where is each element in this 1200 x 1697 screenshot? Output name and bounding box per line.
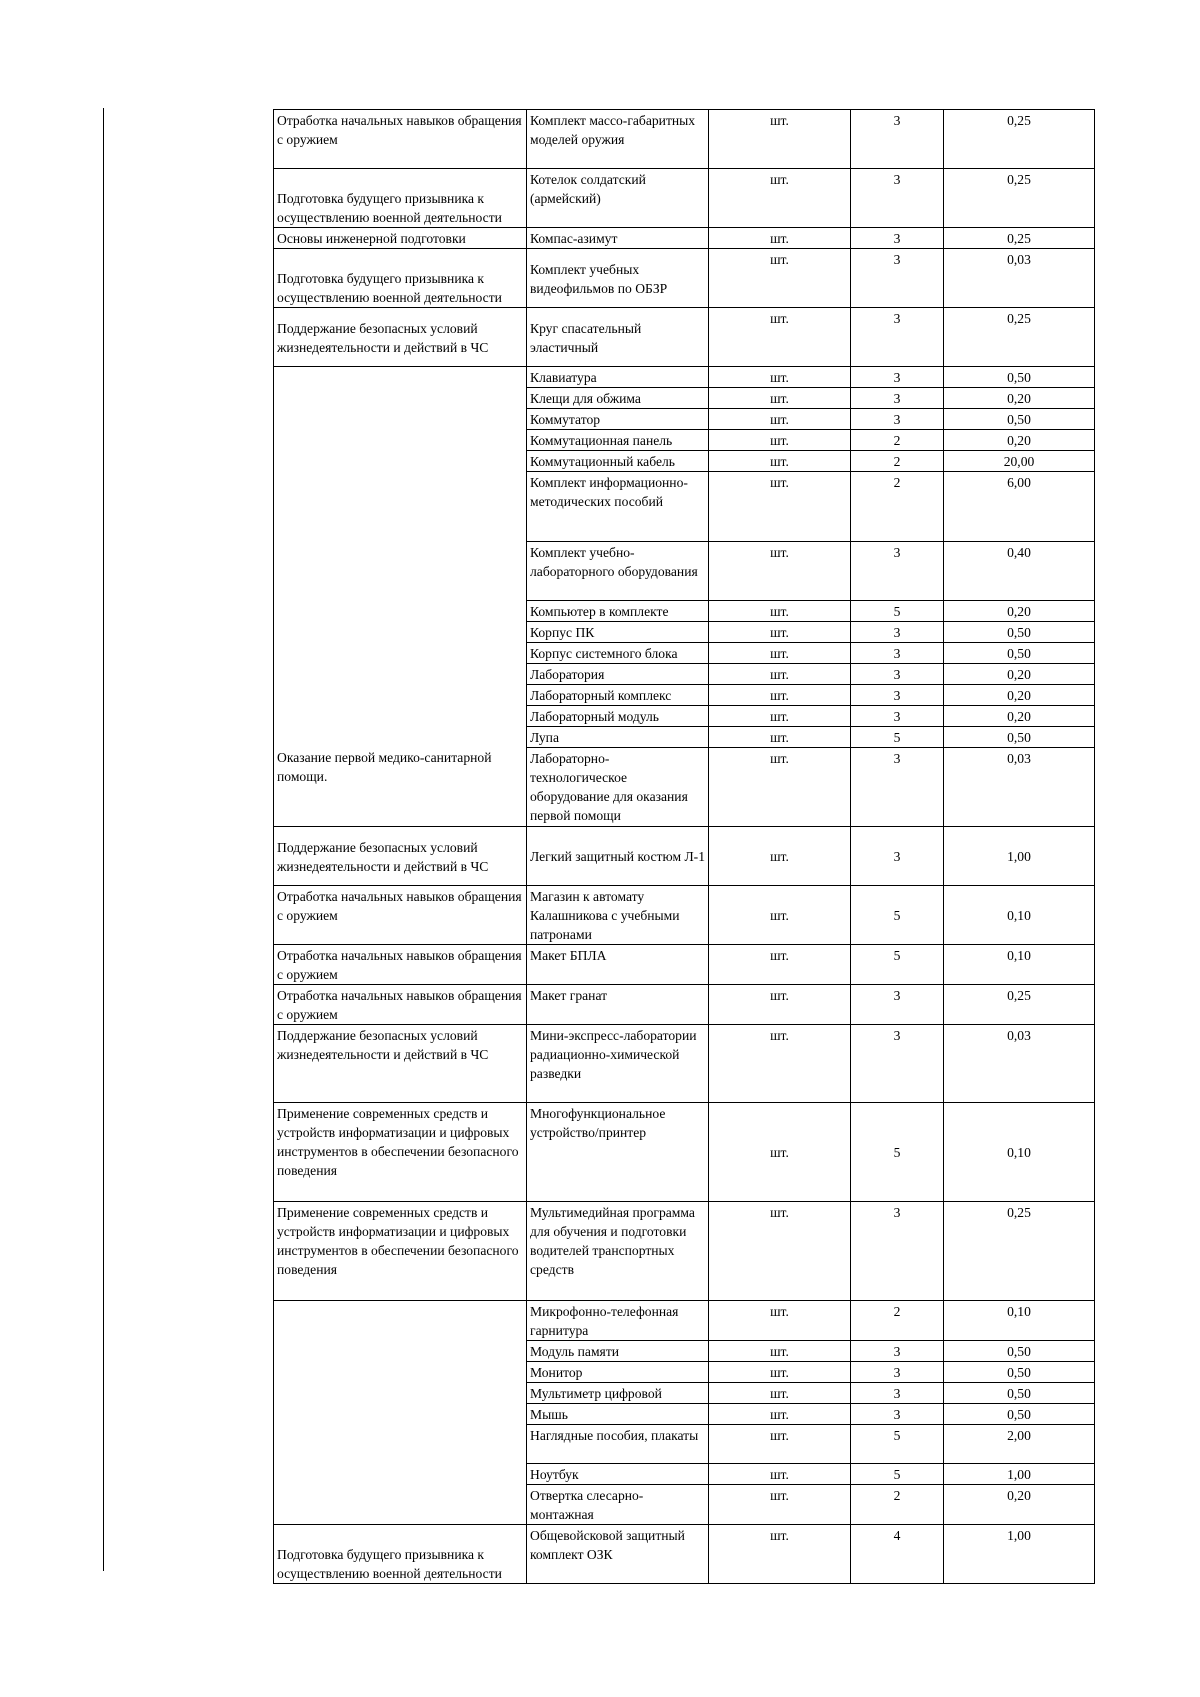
item-cell: Компас-азимут	[527, 228, 709, 249]
topic-cell	[274, 1301, 527, 1525]
table-row	[274, 249, 1095, 308]
value-cell: 0,50	[944, 409, 1095, 430]
topic-cell: Отработка начальных навыков обращения с оружием	[274, 110, 527, 169]
item-cell: Комплект учебно-лабораторного оборудования	[527, 542, 709, 601]
unit-cell: шт.	[709, 409, 851, 430]
item-cell: Модуль памяти	[527, 1341, 709, 1362]
unit-cell: шт.	[709, 169, 851, 228]
item-cell: Котелок солдатский (армейский)	[527, 169, 709, 228]
table-row	[274, 169, 1095, 228]
unit-cell: шт.	[709, 1341, 851, 1362]
quantity-cell: 5	[851, 1103, 944, 1202]
item-cell: Комплект массо-габаритных моделей оружия	[527, 110, 709, 169]
topic-cell: Поддержание безопасных условий жизнедеятельности и действий в ЧС	[274, 1025, 527, 1103]
value-cell: 0,10	[944, 945, 1095, 985]
item-cell: Круг спасательный эластичный	[527, 308, 709, 367]
quantity-cell: 5	[851, 1425, 944, 1464]
value-cell: 0,25	[944, 110, 1095, 169]
unit-cell: шт.	[709, 1525, 851, 1584]
item-cell: Общевойсковой защитный комплект ОЗК	[527, 1525, 709, 1584]
item-cell: Мышь	[527, 1404, 709, 1425]
unit-cell: шт.	[709, 1404, 851, 1425]
item-cell: Лабораторный модуль	[527, 706, 709, 727]
unit-cell: шт.	[709, 228, 851, 249]
quantity-cell: 3	[851, 643, 944, 664]
value-cell: 0,50	[944, 622, 1095, 643]
unit-cell: шт.	[709, 430, 851, 451]
quantity-cell: 2	[851, 430, 944, 451]
unit-cell: шт.	[709, 1362, 851, 1383]
quantity-cell: 3	[851, 985, 944, 1025]
item-cell: Комплект информационно-методических пособий	[527, 472, 709, 542]
value-cell: 0,50	[944, 1362, 1095, 1383]
quantity-cell: 3	[851, 827, 944, 886]
item-cell: Отвертка слесарно-монтажная	[527, 1485, 709, 1525]
topic-cell: Поддержание безопасных условий жизнедеятельности и действий в ЧС	[274, 308, 527, 367]
quantity-cell: 3	[851, 409, 944, 430]
table-row	[274, 945, 1095, 985]
value-cell: 0,25	[944, 228, 1095, 249]
item-cell: Макет гранат	[527, 985, 709, 1025]
value-cell: 0,10	[944, 886, 1095, 945]
item-cell: Мини-экспресс-лаборатории радиационно-химической разведки	[527, 1025, 709, 1103]
value-cell: 0,40	[944, 542, 1095, 601]
unit-cell: шт.	[709, 727, 851, 748]
unit-cell: шт.	[709, 622, 851, 643]
topic-cell: Применение современных средств и устройств информатизации и цифровых инструментов в обеспечении безопасного поведения	[274, 1103, 527, 1202]
unit-cell: шт.	[709, 1464, 851, 1485]
quantity-cell: 3	[851, 622, 944, 643]
table-row	[274, 827, 1095, 886]
item-cell: Лабораторный комплекс	[527, 685, 709, 706]
item-cell: Магазин к автомату Калашникова с учебными патронами	[527, 886, 709, 945]
quantity-cell: 3	[851, 1202, 944, 1301]
item-cell: Корпус ПК	[527, 622, 709, 643]
item-cell: Клавиатура	[527, 367, 709, 388]
value-cell: 0,03	[944, 1025, 1095, 1103]
value-cell: 0,10	[944, 1103, 1095, 1202]
unit-cell: шт.	[709, 1103, 851, 1202]
item-cell: Коммутационная панель	[527, 430, 709, 451]
topic-cell: Подготовка будущего призывника к осуществлению военной деятельности	[274, 249, 527, 308]
table-row	[274, 1103, 1095, 1202]
quantity-cell: 3	[851, 542, 944, 601]
quantity-cell: 3	[851, 748, 944, 827]
unit-cell: шт.	[709, 472, 851, 542]
unit-cell: шт.	[709, 886, 851, 945]
value-cell: 0,50	[944, 1404, 1095, 1425]
unit-cell: шт.	[709, 1025, 851, 1103]
unit-cell: шт.	[709, 110, 851, 169]
quantity-cell: 3	[851, 388, 944, 409]
item-cell: Комплект учебных видеофильмов по ОБЗР	[527, 249, 709, 308]
quantity-cell: 2	[851, 1485, 944, 1525]
unit-cell: шт.	[709, 1301, 851, 1341]
value-cell: 0,50	[944, 1341, 1095, 1362]
quantity-cell: 3	[851, 249, 944, 308]
value-cell: 0,50	[944, 727, 1095, 748]
value-cell: 0,50	[944, 367, 1095, 388]
topic-cell: Поддержание безопасных условий жизнедеятельности и действий в ЧС	[274, 827, 527, 886]
value-cell: 0,10	[944, 1301, 1095, 1341]
unit-cell: шт.	[709, 706, 851, 727]
value-cell: 6,00	[944, 472, 1095, 542]
value-cell: 0,50	[944, 643, 1095, 664]
equipment-table	[273, 109, 1095, 1584]
value-cell: 0,20	[944, 1485, 1095, 1525]
unit-cell: шт.	[709, 601, 851, 622]
value-cell: 0,25	[944, 169, 1095, 228]
topic-cell: Отработка начальных навыков обращения с оружием	[274, 945, 527, 985]
value-cell: 0,20	[944, 664, 1095, 685]
quantity-cell: 3	[851, 1341, 944, 1362]
table-row	[274, 1301, 1095, 1341]
item-cell: Лупа	[527, 727, 709, 748]
unit-cell: шт.	[709, 1383, 851, 1404]
value-cell: 0,20	[944, 706, 1095, 727]
table-row	[274, 367, 1095, 388]
topic-cell: Отработка начальных навыков обращения с оружием	[274, 985, 527, 1025]
quantity-cell: 3	[851, 664, 944, 685]
item-cell: Корпус системного блока	[527, 643, 709, 664]
item-cell: Лаборатория	[527, 664, 709, 685]
quantity-cell: 3	[851, 1383, 944, 1404]
unit-cell: шт.	[709, 388, 851, 409]
unit-cell: шт.	[709, 367, 851, 388]
quantity-cell: 2	[851, 472, 944, 542]
topic-cell: Подготовка будущего призывника к осуществлению военной деятельности	[274, 169, 527, 228]
quantity-cell: 3	[851, 706, 944, 727]
item-cell: Наглядные пособия, плакаты	[527, 1425, 709, 1464]
quantity-cell: 4	[851, 1525, 944, 1584]
item-cell: Монитор	[527, 1362, 709, 1383]
unit-cell: шт.	[709, 249, 851, 308]
unit-cell: шт.	[709, 827, 851, 886]
value-cell: 0,20	[944, 430, 1095, 451]
value-cell: 20,00	[944, 451, 1095, 472]
value-cell: 0,20	[944, 388, 1095, 409]
item-cell: Клещи для обжима	[527, 388, 709, 409]
quantity-cell: 3	[851, 1404, 944, 1425]
table-row	[274, 228, 1095, 249]
quantity-cell: 5	[851, 945, 944, 985]
topic-cell: Подготовка будущего призывника к осуществлению военной деятельности	[274, 1525, 527, 1584]
value-cell: 0,20	[944, 601, 1095, 622]
value-cell: 0,25	[944, 985, 1095, 1025]
value-cell: 1,00	[944, 827, 1095, 886]
value-cell: 0,25	[944, 1202, 1095, 1301]
quantity-cell: 5	[851, 601, 944, 622]
item-cell: Мультимедийная программа для обучения и подготовки водителей транспортных средств	[527, 1202, 709, 1301]
item-cell: Легкий защитный костюм Л-1	[527, 827, 709, 886]
topic-cell: Отработка начальных навыков обращения с оружием	[274, 886, 527, 945]
value-cell: 2,00	[944, 1425, 1095, 1464]
item-cell: Микрофонно-телефонная гарнитура	[527, 1301, 709, 1341]
value-cell: 0,03	[944, 249, 1095, 308]
value-cell: 0,20	[944, 685, 1095, 706]
unit-cell: шт.	[709, 643, 851, 664]
item-cell: Компьютер в комплекте	[527, 601, 709, 622]
unit-cell: шт.	[709, 985, 851, 1025]
unit-cell: шт.	[709, 945, 851, 985]
quantity-cell: 5	[851, 727, 944, 748]
unit-cell: шт.	[709, 1202, 851, 1301]
item-cell: Многофункциональное устройство/принтер	[527, 1103, 709, 1202]
topic-cell: Применение современных средств и устройств информатизации и цифровых инструментов в обеспечении безопасного поведения	[274, 1202, 527, 1301]
value-cell: 0,50	[944, 1383, 1095, 1404]
quantity-cell: 2	[851, 451, 944, 472]
table-row	[274, 1525, 1095, 1584]
quantity-cell: 3	[851, 1362, 944, 1383]
unit-cell: шт.	[709, 542, 851, 601]
item-cell: Коммутатор	[527, 409, 709, 430]
table-row	[274, 308, 1095, 367]
table-row	[274, 985, 1095, 1025]
item-cell: Коммутационный кабель	[527, 451, 709, 472]
quantity-cell: 2	[851, 1301, 944, 1341]
unit-cell: шт.	[709, 308, 851, 367]
table-row	[274, 886, 1095, 945]
table-row	[274, 1025, 1095, 1103]
unit-cell: шт.	[709, 1485, 851, 1525]
unit-cell: шт.	[709, 451, 851, 472]
table-row	[274, 1202, 1095, 1301]
value-cell: 1,00	[944, 1525, 1095, 1584]
quantity-cell: 5	[851, 886, 944, 945]
quantity-cell: 3	[851, 169, 944, 228]
quantity-cell: 3	[851, 228, 944, 249]
quantity-cell: 3	[851, 110, 944, 169]
item-cell: Макет БПЛА	[527, 945, 709, 985]
unit-cell: шт.	[709, 1425, 851, 1464]
unit-cell: шт.	[709, 685, 851, 706]
unit-cell: шт.	[709, 748, 851, 827]
item-cell: Мультиметр цифровой	[527, 1383, 709, 1404]
quantity-cell: 5	[851, 1464, 944, 1485]
quantity-cell: 3	[851, 685, 944, 706]
item-cell: Лабораторно-технологическое оборудование для оказания первой помощи	[527, 748, 709, 827]
value-cell: 0,25	[944, 308, 1095, 367]
unit-cell: шт.	[709, 664, 851, 685]
quantity-cell: 3	[851, 1025, 944, 1103]
page-margin-line	[103, 108, 104, 1571]
quantity-cell: 3	[851, 308, 944, 367]
topic-cell: Оказание первой медико-санитарной помощи.	[274, 367, 527, 827]
value-cell: 1,00	[944, 1464, 1095, 1485]
value-cell: 0,03	[944, 748, 1095, 827]
table-row	[274, 110, 1095, 169]
item-cell: Ноутбук	[527, 1464, 709, 1485]
topic-cell: Основы инженерной подготовки	[274, 228, 527, 249]
quantity-cell: 3	[851, 367, 944, 388]
